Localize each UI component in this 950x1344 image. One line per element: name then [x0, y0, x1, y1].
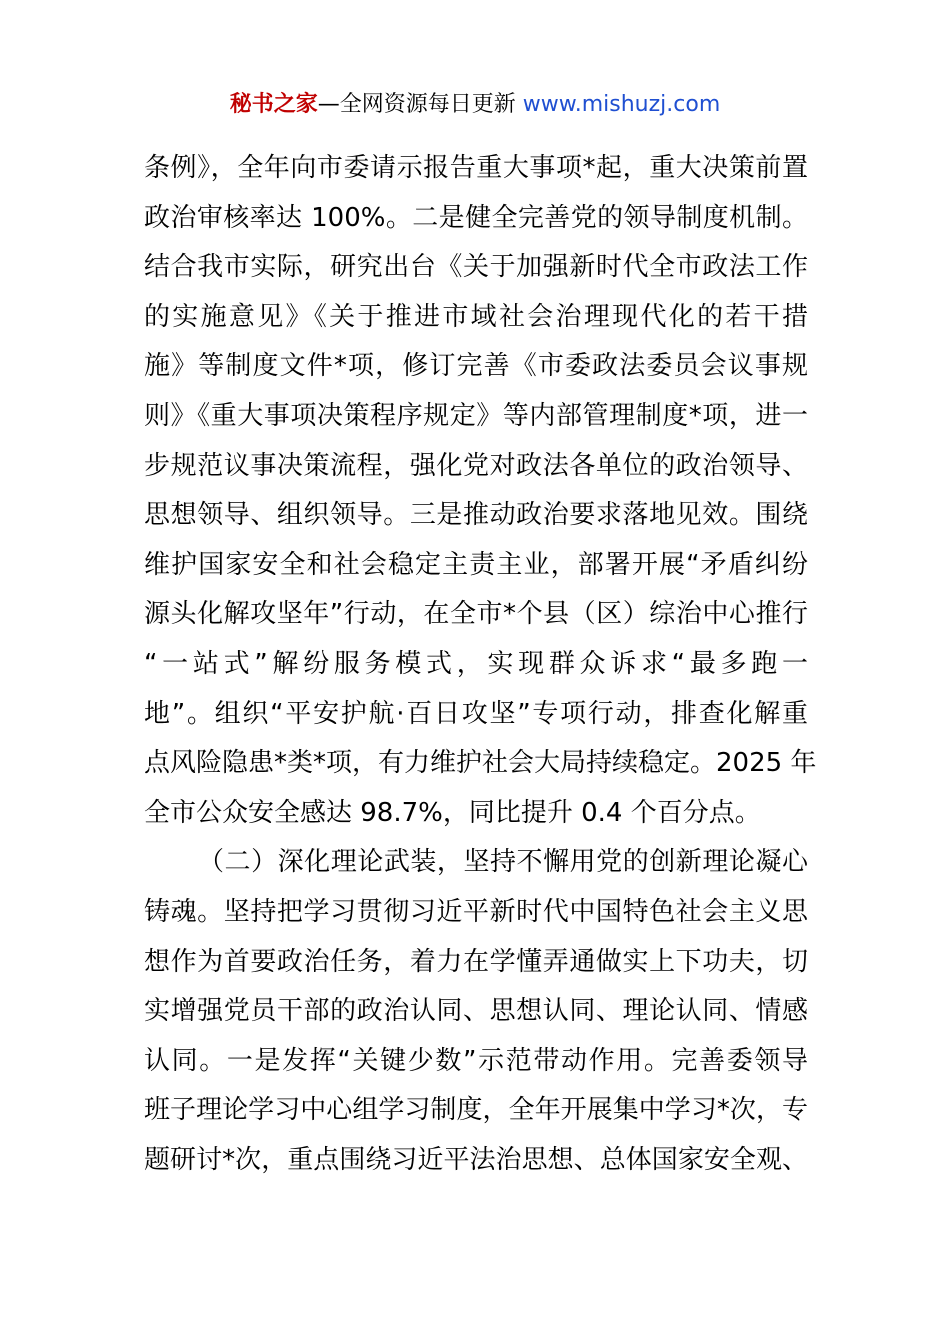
text-line: 想作为首要政治任务，着力在学懂弄通做实上下功夫，切 [144, 946, 808, 977]
site-brand: 秘书之家 [229, 92, 318, 117]
text-line: 实增强党员干部的政治认同、思想认同、理论认同、情感 [144, 996, 808, 1027]
site-tagline: —全网资源每日更新 [317, 92, 523, 117]
text-line: 思想领导、组织领导。三是推动政治要求落地见效。围绕 [144, 500, 808, 531]
text-line: “一站式”解纷服务模式，实现群众诉求“最多跑一 [144, 648, 808, 679]
text-line: 地”。组织“平安护航·百日攻坚”专项行动，排查化解重 [144, 698, 808, 729]
text-line: 的实施意见》《关于推进市域社会治理现代化的若干措 [144, 301, 808, 332]
text-line: 则》《重大事项决策程序规定》等内部管理制度*项，进一 [144, 400, 808, 431]
text-line: 铸魂。坚持把学习贯彻习近平新时代中国特色社会主义思 [144, 896, 808, 927]
document-body [144, 144, 817, 1185]
text-line: 步规范议事决策流程，强化党对政法各单位的政治领导、 [144, 450, 808, 481]
site-url-link[interactable]: www.mishuzj.com [522, 92, 721, 117]
text-line: 施》等制度文件*项，修订完善《市委政法委员会议事规 [144, 351, 808, 382]
section-heading-line: （二）深化理论武装，坚持不懈用党的创新理论凝心 [198, 847, 808, 878]
text-line: 源头化解攻坚年”行动，在全市*个县（区）综治中心推行 [144, 599, 808, 630]
text-line: 政治审核率达 100%。二是健全完善党的领导制度机制。 [144, 202, 808, 233]
paragraph-last-line: 全市公众安全感达 98.7%，同比提升 0.4 个百分点。 [144, 797, 761, 828]
text-line: 点风险隐患*类*项，有力维护社会大局持续稳定。2025 年 [144, 748, 817, 779]
text-line: 结合我市实际，研究出台《关于加强新时代全市政法工作 [144, 252, 808, 283]
text-line: 认同。一是发挥“关键少数”示范带动作用。完善委领导 [144, 1045, 808, 1076]
text-line: 条例》，全年向市委请示报告重大事项*起，重大决策前置 [144, 153, 808, 183]
page-header [0, 90, 950, 120]
text-line: 班子理论学习中心组学习制度，全年开展集中学习*次，专 [144, 1095, 808, 1126]
text-line: 题研讨*次，重点围绕习近平法治思想、总体国家安全观、 [144, 1144, 808, 1175]
text-line: 维护国家安全和社会稳定主责主业，部署开展“矛盾纠纷 [144, 549, 808, 580]
